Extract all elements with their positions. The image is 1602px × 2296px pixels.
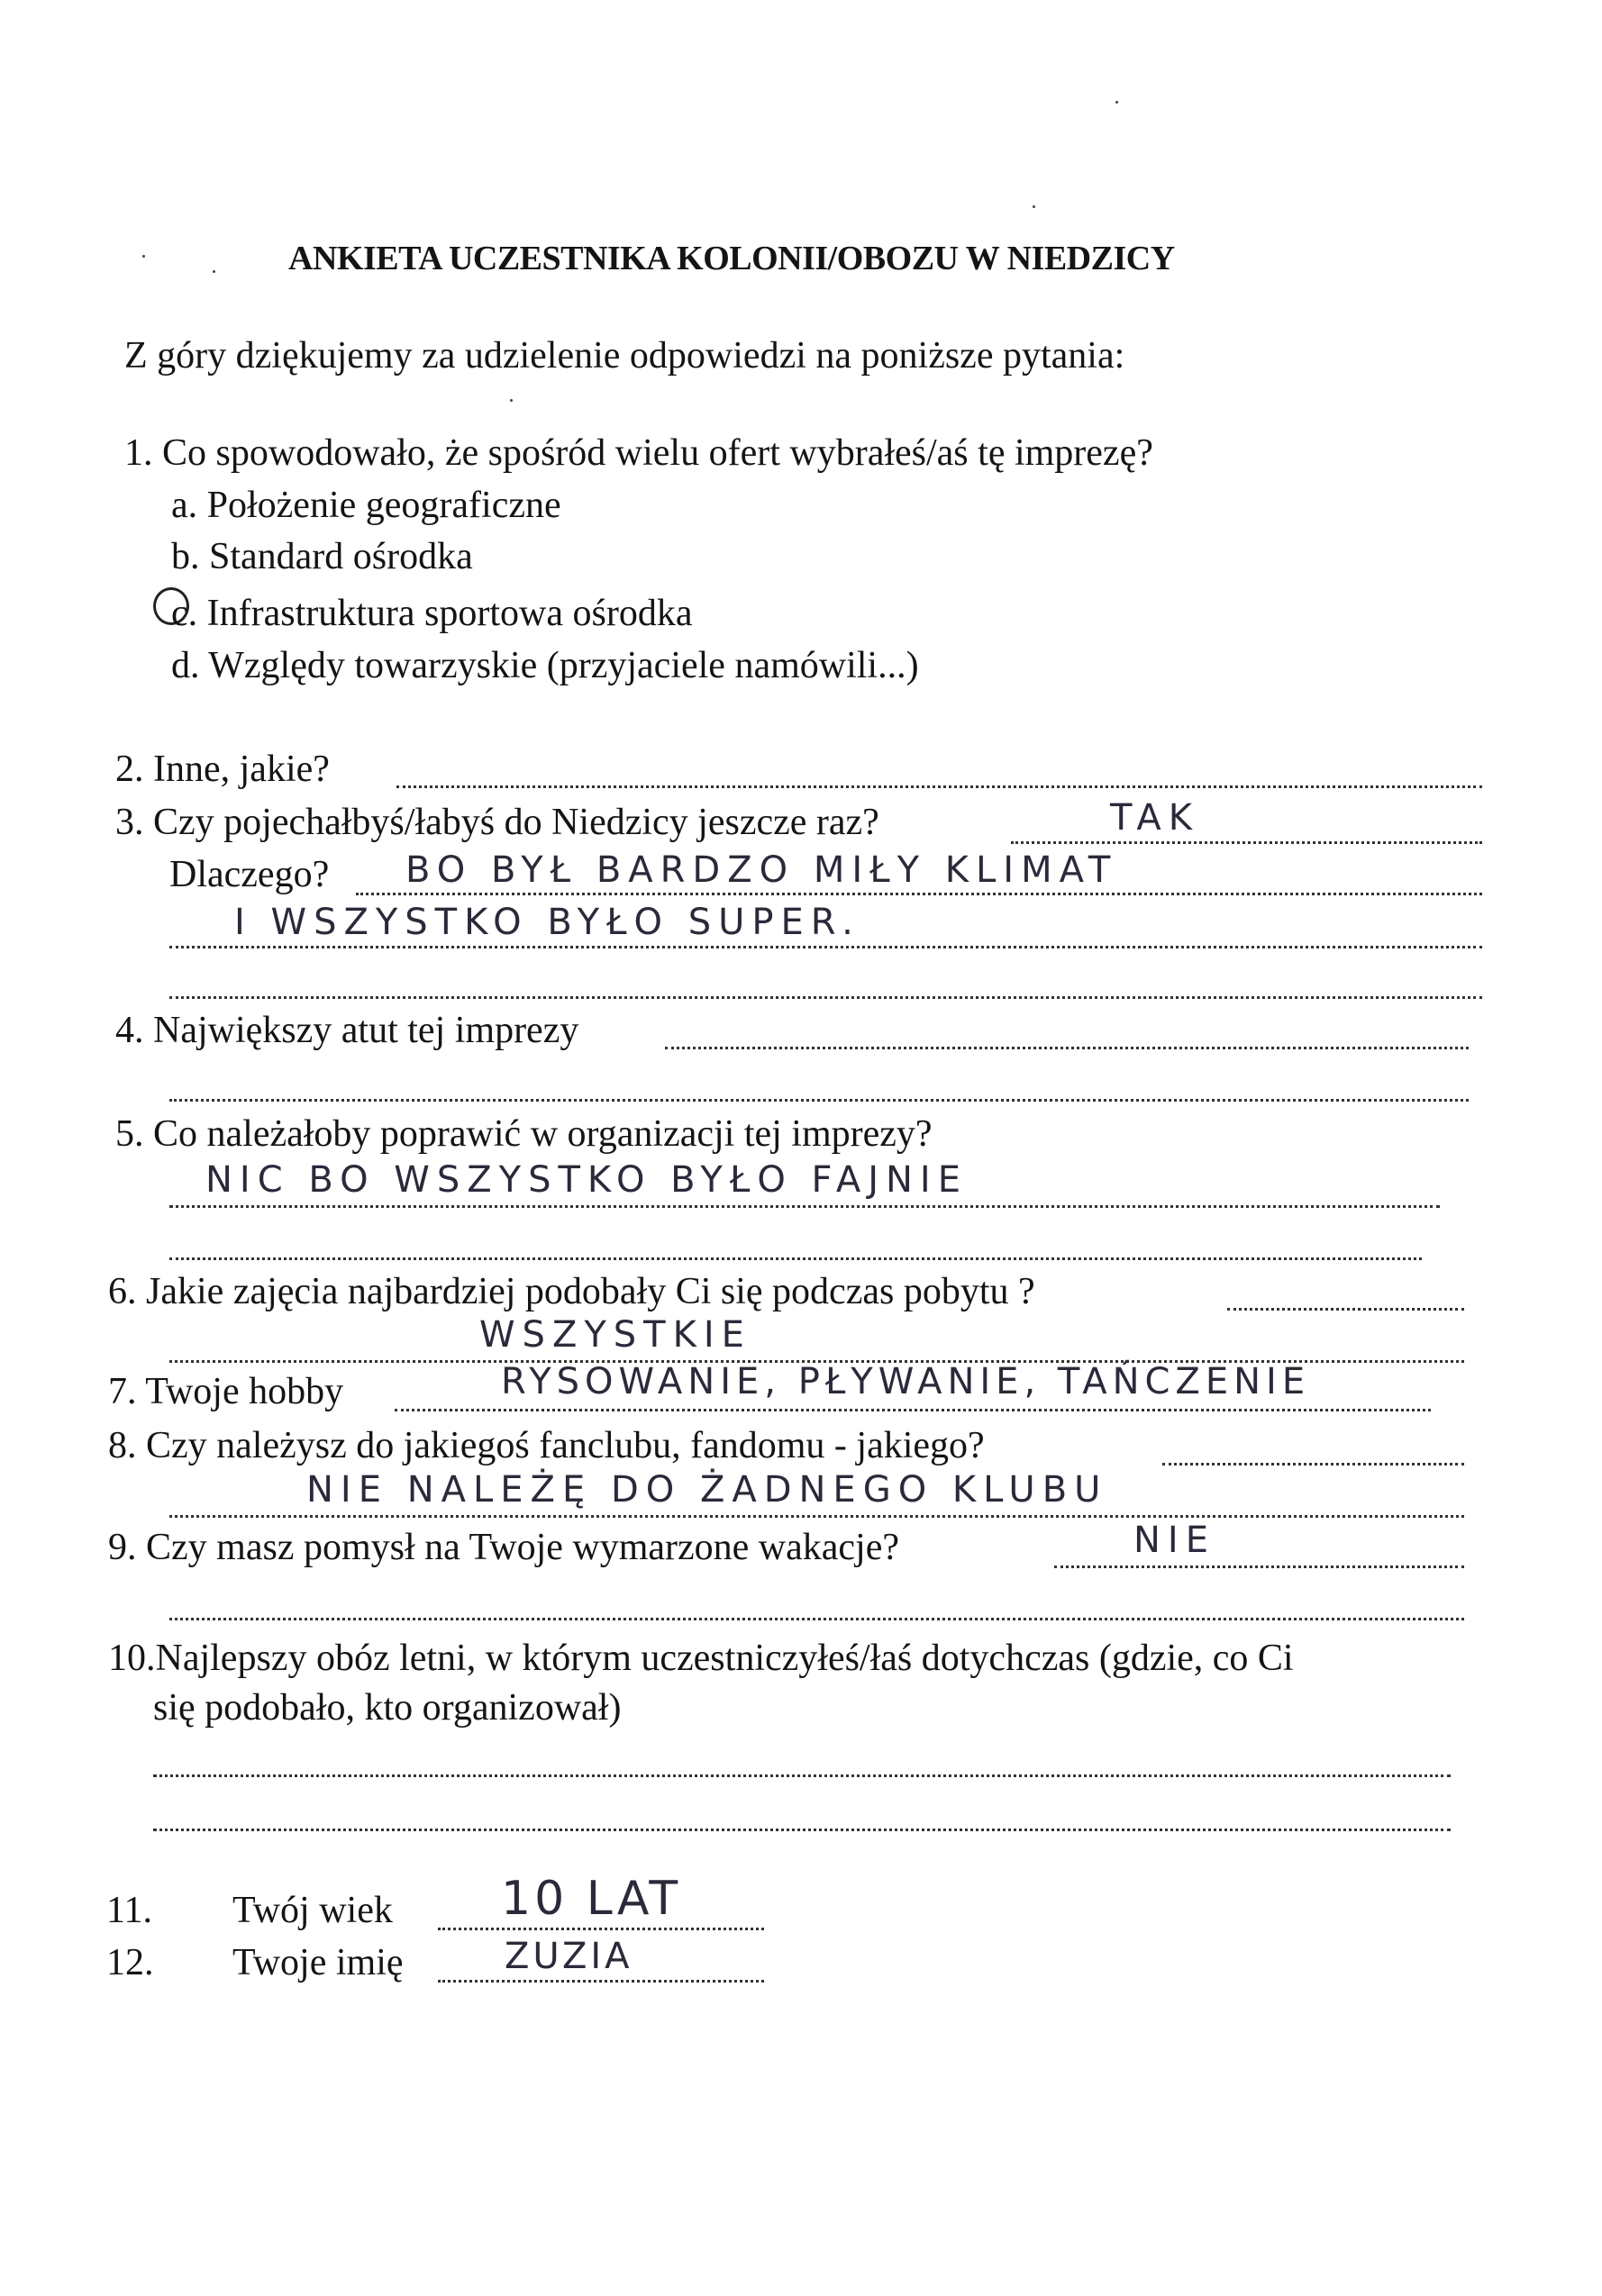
answer-3-why-line2: I WSZYSTKO BYŁO SUPER.: [234, 902, 860, 943]
answer-line: [169, 1099, 1469, 1102]
answer-7-handwritten: RYSOWANIE, PŁYWANIE, TAŃCZENIE: [501, 1361, 1311, 1402]
question-5: 5. Co należałoby poprawić w organizacji tej imprezy?: [115, 1113, 933, 1155]
answer-8-handwritten: NIE NALEŻĘ DO ŻADNEGO KLUBU: [306, 1469, 1108, 1511]
answer-line: [1011, 841, 1482, 844]
question-2: 2. Inne, jakie?: [115, 749, 330, 790]
scan-speck: [213, 270, 215, 273]
question-11-number: 11.: [106, 1890, 152, 1931]
option-d: d. Względy towarzyskie (przyjaciele namówili...): [171, 645, 919, 686]
answer-line: [438, 1980, 764, 1983]
answer-line: [665, 1047, 1469, 1049]
question-3-why: Dlaczego?: [169, 854, 330, 895]
answer-6-handwritten: WSZYSTKIE: [479, 1314, 751, 1356]
question-11: Twój wiek: [232, 1890, 393, 1931]
answer-line: [153, 1829, 1451, 1831]
question-6: 6. Jakie zajęcia najbardziej podobały Ci się podczas pobytu ?: [108, 1271, 1035, 1312]
answer-3-handwritten: TAK: [1110, 797, 1199, 839]
answer-9-handwritten: NIE: [1133, 1520, 1215, 1561]
answer-line: [356, 893, 1482, 895]
scan-speck: [1033, 205, 1035, 208]
answer-3-why-line1: BO BYŁ BARDZO MIŁY KLIMAT: [405, 849, 1118, 891]
answer-11-handwritten: 10 LAT: [501, 1872, 682, 1926]
answer-line: [438, 1928, 764, 1930]
option-c: c. Infrastruktura sportowa ośrodka: [171, 593, 693, 634]
question-8: 8. Czy należysz do jakiegoś fanclubu, fandomu - jakiego?: [108, 1425, 985, 1466]
question-12: Twoje imię: [232, 1942, 404, 1983]
option-b: b. Standard ośrodka: [171, 536, 473, 577]
answer-line: [169, 1618, 1464, 1620]
question-4: 4. Największy atut tej imprezy: [115, 1010, 579, 1051]
answer-line: [396, 785, 1482, 788]
answer-line: [395, 1409, 1431, 1411]
page-title: ANKIETA UCZESTNIKA KOLONII/OBOZU W NIEDZICY: [288, 240, 1175, 277]
question-7: 7. Twoje hobby: [108, 1371, 344, 1412]
answer-line: [169, 946, 1482, 948]
answer-line: [1162, 1463, 1464, 1466]
answer-line: [169, 1257, 1422, 1260]
question-1: 1. Co spowodowało, że spośród wielu ofert wybrałeś/aś tę imprezę?: [124, 432, 1153, 474]
answer-line: [1054, 1565, 1464, 1568]
intro-text: Z góry dziękujemy za udzielenie odpowiedzi na poniższe pytania:: [124, 335, 1125, 377]
scan-speck: [142, 255, 145, 258]
answer-12-handwritten: ZUZIA: [505, 1936, 633, 1977]
question-12-number: 12.: [106, 1942, 154, 1983]
answer-line: [1227, 1308, 1464, 1311]
scan-speck: [510, 399, 513, 402]
question-9: 9. Czy masz pomysł na Twoje wymarzone wakacje?: [108, 1527, 900, 1568]
answer-line: [169, 1205, 1440, 1208]
question-3: 3. Czy pojechałbyś/łabyś do Niedzicy jeszcze raz?: [115, 802, 879, 843]
answer-5-handwritten: NIC BO WSZYSTKO BYŁO FAJNIE: [205, 1159, 968, 1201]
answer-line: [169, 996, 1482, 999]
scan-speck: [1115, 101, 1118, 104]
answer-line: [153, 1774, 1451, 1777]
answer-line: [169, 1515, 1464, 1518]
option-a: a. Położenie geograficzne: [171, 485, 561, 526]
question-10-cont: się podobało, kto organizował): [153, 1687, 622, 1729]
question-10: 10.Najlepszy obóz letni, w którym uczestniczyłeś/łaś dotychczas (gdzie, co Ci: [108, 1638, 1294, 1679]
